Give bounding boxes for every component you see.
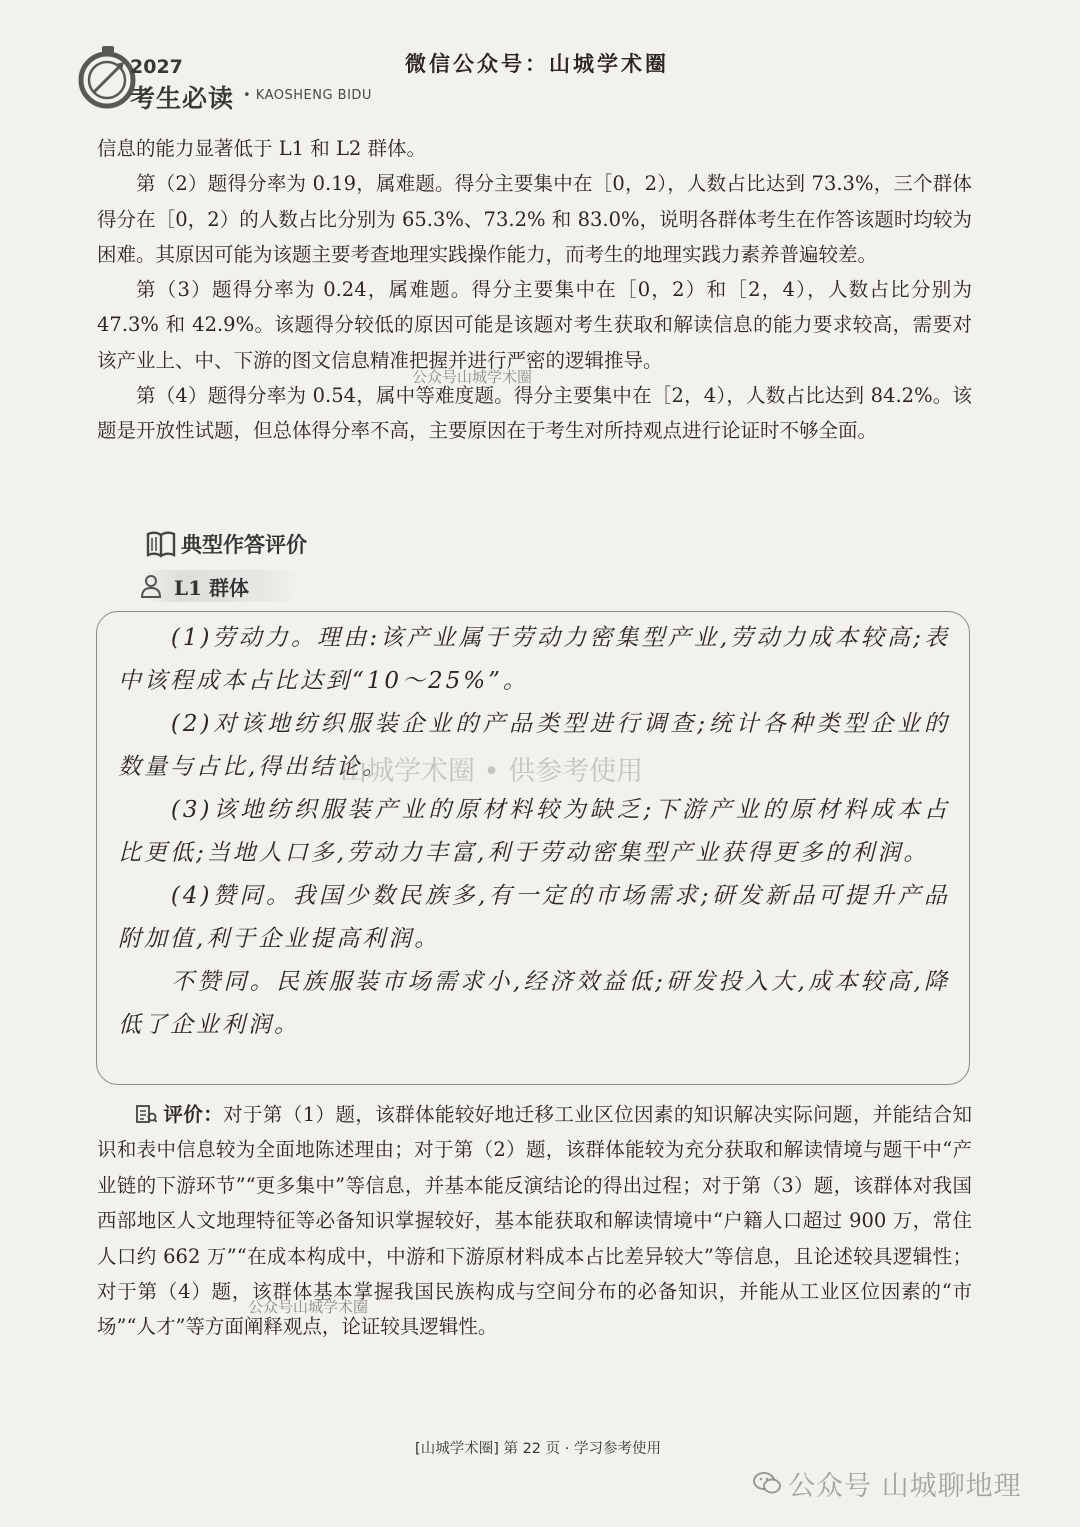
body-paragraph: 第（3）题得分率为 0.24，属难题。得分主要集中在［0，2）和［2，4），人数占比分别为 47.3% 和 42.9%。该题得分较低的原因可能是该题对考生获取和解读信息的能力要求较高，需要对该产业上、中、下游的图文信息精准把握并进行严密的逻辑推导。	[97, 278, 972, 372]
body-paragraph: 第（4）题得分率为 0.54，属中等难度题。得分主要集中在［2，4），人数占比达到 84.2%。该题是开放性试题，但总体得分率不高，主要原因在于考生对所持观点进行论证时不够全面。	[97, 384, 972, 443]
bottom-watermark-text: 公众号 山城聊地理	[788, 1470, 1022, 1502]
answer-paragraph: 不赞同。民族服装市场需求小,经济效益低;研发投入大,成本较高,降低了企业利润。	[118, 969, 950, 1038]
review-label: 评价：	[163, 1103, 224, 1126]
section-title: 典型作答评价	[181, 533, 307, 557]
review-icon	[135, 1104, 157, 1124]
person-icon	[140, 574, 162, 598]
review-text: 对于第（1）题，该群体能较好地迁移工业区位因素的知识解决实际问题，并能结合知识和表中信息较为全面地陈述理由；对于第（2）题，该群体能较为充分获取和解读情境与题干中“产业链的下游环节”“更多集中”等信息，并基本能反演结论的得出过程；对于第（3）题，该群体对我国西部地区人文地理特征等必备知识掌握较好，基本能获取和解读情境中“户籍人口超过 900 万，常住人口约 662 万”“在成本构成中，中游和下游原材料成本占比差异较大”等信息，且论述较具逻辑性；对于第（4）题，该群体基本掌握我国民族构成与空间分布的必备知识，并能从工业区位因素的“市场”“人才”等方面阐释观点，论证较具逻辑性。	[97, 1103, 972, 1339]
section-heading	[145, 527, 307, 561]
watermark: 公众号山城学术圈	[248, 1298, 369, 1316]
body-text	[97, 131, 972, 449]
body-paragraph: 第（2）题得分率为 0.19，属难题。得分主要集中在［0，2），人数占比达到 73.3%，三个群体得分在［0，2）的人数占比分别为 65.3%、73.2% 和 83.0%，说明各群体考生在作答该题时均较为困难。其原因可能为该题主要考查地理实践操作能力，而考生的地理实践力素养普遍较差。	[97, 172, 972, 266]
answer-paragraph: (1)劳动力。理由:该产业属于劳动力密集型产业,劳动力成本较高;表中该程成本占比达到“10～25%”。	[118, 625, 950, 694]
wechat-icon	[752, 1470, 782, 1496]
open-book-icon	[145, 529, 177, 559]
page-header	[0, 0, 1080, 130]
body-paragraph: 信息的能力显著低于 L1 和 L2 群体。	[97, 137, 427, 160]
watermark: 公众号山城学术圈	[412, 368, 533, 386]
group-heading	[140, 570, 300, 602]
watermark: 山城学术圈 • 供参考使用	[340, 756, 644, 787]
brand-name: 考生必读	[130, 84, 235, 113]
group-title: L1 群体	[174, 575, 249, 600]
handwritten-answer	[118, 617, 950, 1047]
brand-year: 2027	[130, 56, 183, 78]
footer-text: [山城学术圈] 第 22 页 · 学习参考使用	[415, 1441, 661, 1457]
bottom-watermark	[752, 1460, 1022, 1506]
page-footer	[0, 1437, 1080, 1458]
review-paragraph	[97, 1097, 972, 1345]
answer-paragraph: (2)对该地纺织服装企业的产品类型进行调查;统计各种类型企业的数量与占比,得出结论。	[118, 711, 950, 780]
answer-paragraph: (3)该地纺织服装产业的原材料较为缺乏;下游产业的原材料成本占比更低;当地人口多,劳动力丰富,利于劳动密集型产业获得更多的利润。	[118, 797, 950, 866]
answer-paragraph: (4)赞同。我国少数民族多,有一定的市场需求;研发新品可提升产品附加值,利于企业提高利润。	[118, 883, 950, 952]
wechat-account: 微信公众号：山城学术圈	[405, 51, 669, 76]
brand-pinyin: • KAOSHENG BIDU	[243, 88, 372, 103]
